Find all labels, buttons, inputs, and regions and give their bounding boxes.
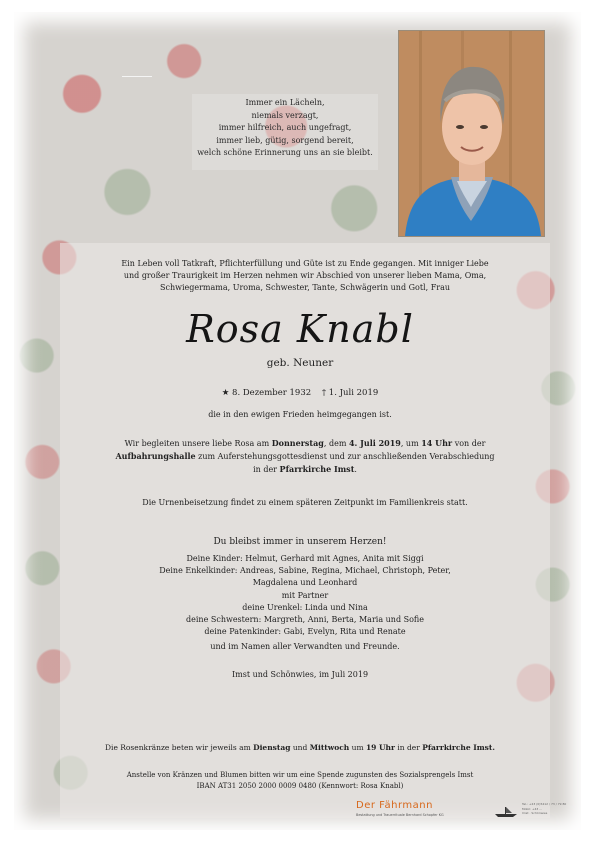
death-date: † 1. Juli 2019 — [321, 388, 379, 398]
funeral-line: Aufbahrungshalle zum Auferstehungsgottesdienst und zur anschließenden Verabschiedung — [115, 451, 495, 461]
birth-name: geb. Neuner — [266, 357, 334, 369]
portrait-illustration — [399, 31, 544, 236]
verse-line: niemals verzagt, — [251, 110, 319, 120]
passed-away-text: die in den ewigen Frieden heimgegangen ist. — [208, 410, 392, 419]
funeral-line: in der Pfarrkirche Imst. — [253, 464, 357, 474]
family-list — [90, 553, 520, 654]
relatives-line: und im Namen aller Verwandten und Freunde. — [210, 642, 400, 652]
boat-icon — [494, 806, 518, 818]
logo-name: Der Fährmann — [356, 800, 433, 811]
verse-line: welch schöne Erinnerung uns an sie bleibt. — [197, 148, 373, 158]
donation-line: Anstelle von Kränzen und Blumen bitten wir um eine Spende zugunsten des Sozialsprengels Imst — [126, 771, 474, 779]
verse-line: Immer ein Lächeln, — [245, 98, 325, 107]
intro-line: und großer Traurigkeit im Herzen nehmen wir Abschied von unserer lieben Mama, Oma, — [123, 271, 487, 280]
motto: Du bleibst immer in unserem Herzen! — [213, 537, 387, 547]
decorative-line — [122, 76, 152, 77]
family-line: deine Urenkel: Linda und Nina — [242, 602, 368, 612]
deceased-name: Rosa Knabl — [186, 307, 414, 351]
rosary-info: Die Rosenkränze beten wir jeweils am Dienstag und Mittwoch um 19 Uhr in der Pfarrkirche Imst. — [105, 743, 495, 752]
intro-line: Ein Leben voll Tatkraft, Pflichterfüllung und Güte ist zu Ende gegangen. Mit inniger Liebe — [121, 259, 489, 268]
family-line: deine Schwestern: Margreth, Anni, Berta, Maria und Sofie — [186, 615, 424, 625]
logo-tagline: Bestattung und Trauerrituale Bernhard Schopfer KG — [356, 813, 444, 817]
family-line: mit Partner — [281, 590, 329, 600]
life-dates — [150, 387, 450, 399]
donation-line: IBAN AT31 2050 2000 0009 0480 (Kennwort: Rosa Knabl) — [196, 782, 404, 790]
place-date: Imst und Schönwies, im Juli 2019 — [231, 670, 369, 679]
funeral-info — [70, 437, 540, 476]
intro-text — [70, 258, 540, 294]
family-line: Magdalena und Leonhard — [252, 578, 358, 588]
funeral-venue: Aufbahrungshalle — [115, 451, 196, 461]
funeral-line: Wir begleiten unsere liebe Rosa am Donnerstag, dem 4. Juli 2019, um 14 Uhr von der — [124, 438, 486, 448]
funeral-church: Pfarrkirche Imst — [279, 464, 355, 474]
family-line: deine Patenkinder: Gabi, Evelyn, Rita und Renate — [204, 627, 406, 637]
family-line: Deine Kinder: Helmut, Gerhard mit Agnes, Anita mit Siggi — [186, 554, 424, 563]
funeral-day: Donnerstag — [271, 438, 324, 448]
intro-line: Schwiegermama, Uroma, Schwester, Tante, Schwägerin und Gotl, Frau — [159, 283, 450, 292]
verse-line: immer hilfreich, auch ungefragt, — [218, 123, 352, 133]
memorial-verse — [170, 97, 400, 160]
birth-date: ★ 8. Dezember 1932 — [221, 388, 312, 398]
urn-burial-text: Die Urnenbeisetzung findet zu einem späteren Zeitpunkt im Familienkreis statt. — [142, 498, 468, 507]
family-line: Deine Enkelkinder: Andreas, Sabine, Regina, Michael, Christoph, Peter, — [159, 566, 451, 576]
contact-info: Tel.: +43 (0)5412 / 73 / 79 80 Mobil: +43 ... Imst · Schönwies — [522, 802, 567, 816]
verse-line: immer lieb, gütig, sorgend bereit, — [216, 135, 354, 145]
donation-info — [100, 770, 500, 792]
portrait-photo — [398, 30, 545, 237]
funeral-home-logo — [356, 800, 490, 824]
funeral-time: 14 Uhr — [421, 438, 453, 448]
funeral-date: 4. Juli 2019 — [348, 438, 401, 448]
